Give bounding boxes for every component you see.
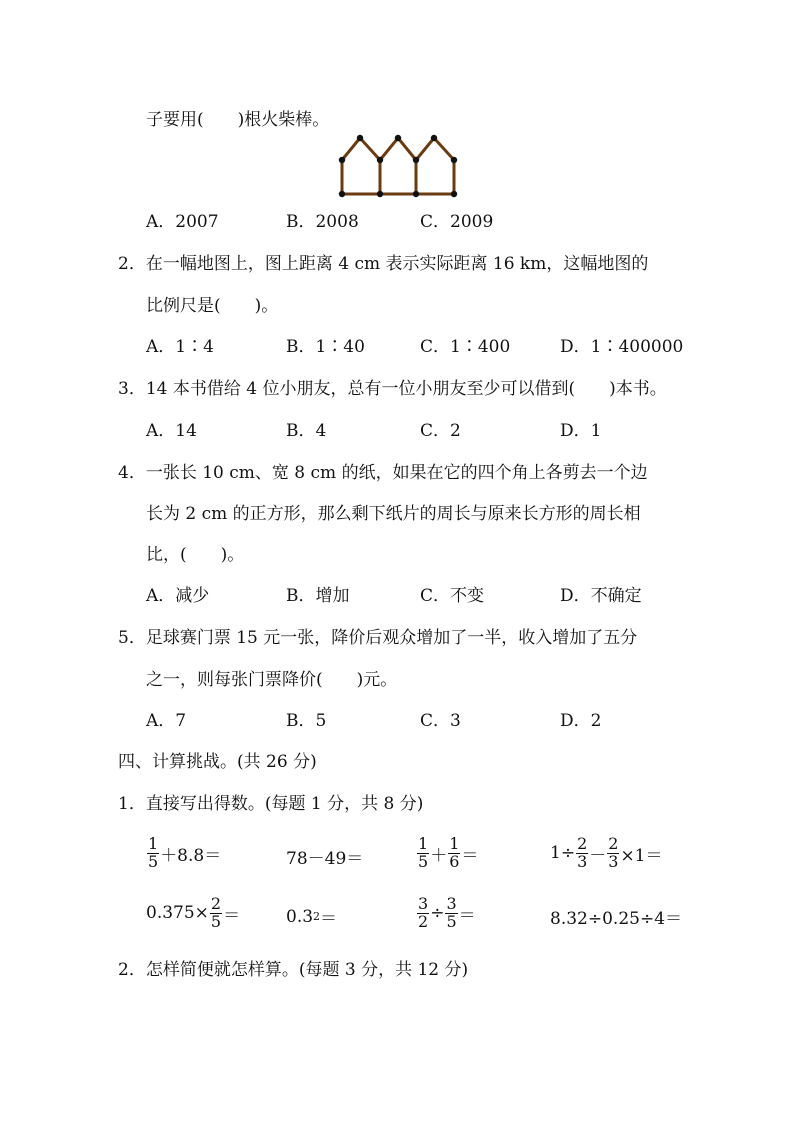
q1-option-b: B．2008 [286, 212, 359, 232]
fraction: $\frac{2}{3}$ [608, 834, 619, 871]
calc-item-6: 0.3 2 ＝ [286, 906, 338, 929]
q2-option-c: C．1∶400 [420, 337, 511, 357]
q2-option-d: D．1∶400000 [560, 337, 684, 357]
calc-item-3: $\frac{1}{5}$ ＋ $\frac{1}{6}$ ＝ [418, 834, 479, 871]
q4-line3: 比，( )。 [146, 545, 245, 565]
q1-option-c: C．2009 [420, 212, 494, 232]
q5-option-a: A．7 [146, 711, 187, 731]
fraction: $\frac{3}{5}$ [446, 894, 457, 931]
fraction: $\frac{1}{5}$ [148, 834, 159, 871]
q5-option-d: D．2 [560, 711, 602, 731]
section4-title: 四、计算挑战。(共 26 分) [118, 752, 317, 772]
fraction: $\frac{2}{5}$ [210, 894, 222, 931]
q3-option-c: C．2 [420, 421, 461, 441]
q3-option-d: D．1 [560, 421, 602, 441]
q2-line2: 比例尺是( )。 [146, 296, 279, 316]
q4-option-b: B．增加 [286, 586, 350, 606]
calc-item-7: $\frac{3}{2}$ ÷ $\frac{3}{5}$ ＝ [418, 894, 476, 931]
q5-line1: 5．足球赛门票 15 元一张，降价后观众增加了一半，收入增加了五分 [118, 628, 638, 648]
fraction: $\frac{1}{6}$ [449, 834, 460, 871]
q2-line1: 2．在一幅地图上，图上距离 4 cm 表示实际距离 16 km，这幅地图的 [118, 254, 649, 274]
q1-text-tail: 子要用( )根火柴棒。 [146, 110, 330, 130]
calc-item-4: 1÷ $\frac{2}{3}$ － $\frac{2}{3}$ ×1＝ [550, 834, 663, 871]
fraction: $\frac{1}{5}$ [418, 834, 429, 871]
q3-option-a: A．14 [146, 421, 197, 441]
q4-option-c: C．不变 [420, 586, 485, 606]
q2-option-a: A．1∶4 [146, 337, 214, 357]
fraction: $\frac{2}{3}$ [577, 834, 588, 871]
q2-option-b: B．1∶40 [286, 337, 365, 357]
q3-line1: 3．14 本书借给 4 位小朋友，总有一位小朋友至少可以借到( )本书。 [118, 379, 667, 399]
section4-sub1: 1．直接写出得数。(每题 1 分，共 8 分) [118, 794, 424, 814]
calc-item-8: 8.32÷0.25÷4＝ [550, 909, 683, 929]
q4-option-a: A．减少 [146, 586, 210, 606]
q4-line1: 4．一张长 10 cm、宽 8 cm 的纸，如果在它的四个角上各剪去一个边 [118, 463, 648, 483]
q5-line2: 之一，则每张门票降价( )元。 [146, 670, 398, 690]
q4-option-d: D．不确定 [560, 586, 642, 606]
q1-option-a: A．2007 [146, 212, 219, 232]
q5-option-b: B．5 [286, 711, 327, 731]
calc-item-1: $\frac{1}{5}$ ＋8.8＝ [148, 834, 222, 871]
q5-option-c: C．3 [420, 711, 461, 731]
matchstick-houses-figure [336, 134, 464, 198]
calc-item-5: 0.375× $\frac{2}{5}$ ＝ [146, 894, 241, 931]
calc-item-2: 78－49＝ [286, 849, 364, 869]
q4-line2: 长为 2 cm 的正方形，那么剩下纸片的周长与原来长方形的周长相 [146, 504, 641, 524]
q3-option-b: B．4 [286, 421, 327, 441]
section4-sub2: 2．怎样简便就怎样算。(每题 3 分，共 12 分) [118, 960, 469, 980]
fraction: $\frac{3}{2}$ [418, 894, 429, 931]
